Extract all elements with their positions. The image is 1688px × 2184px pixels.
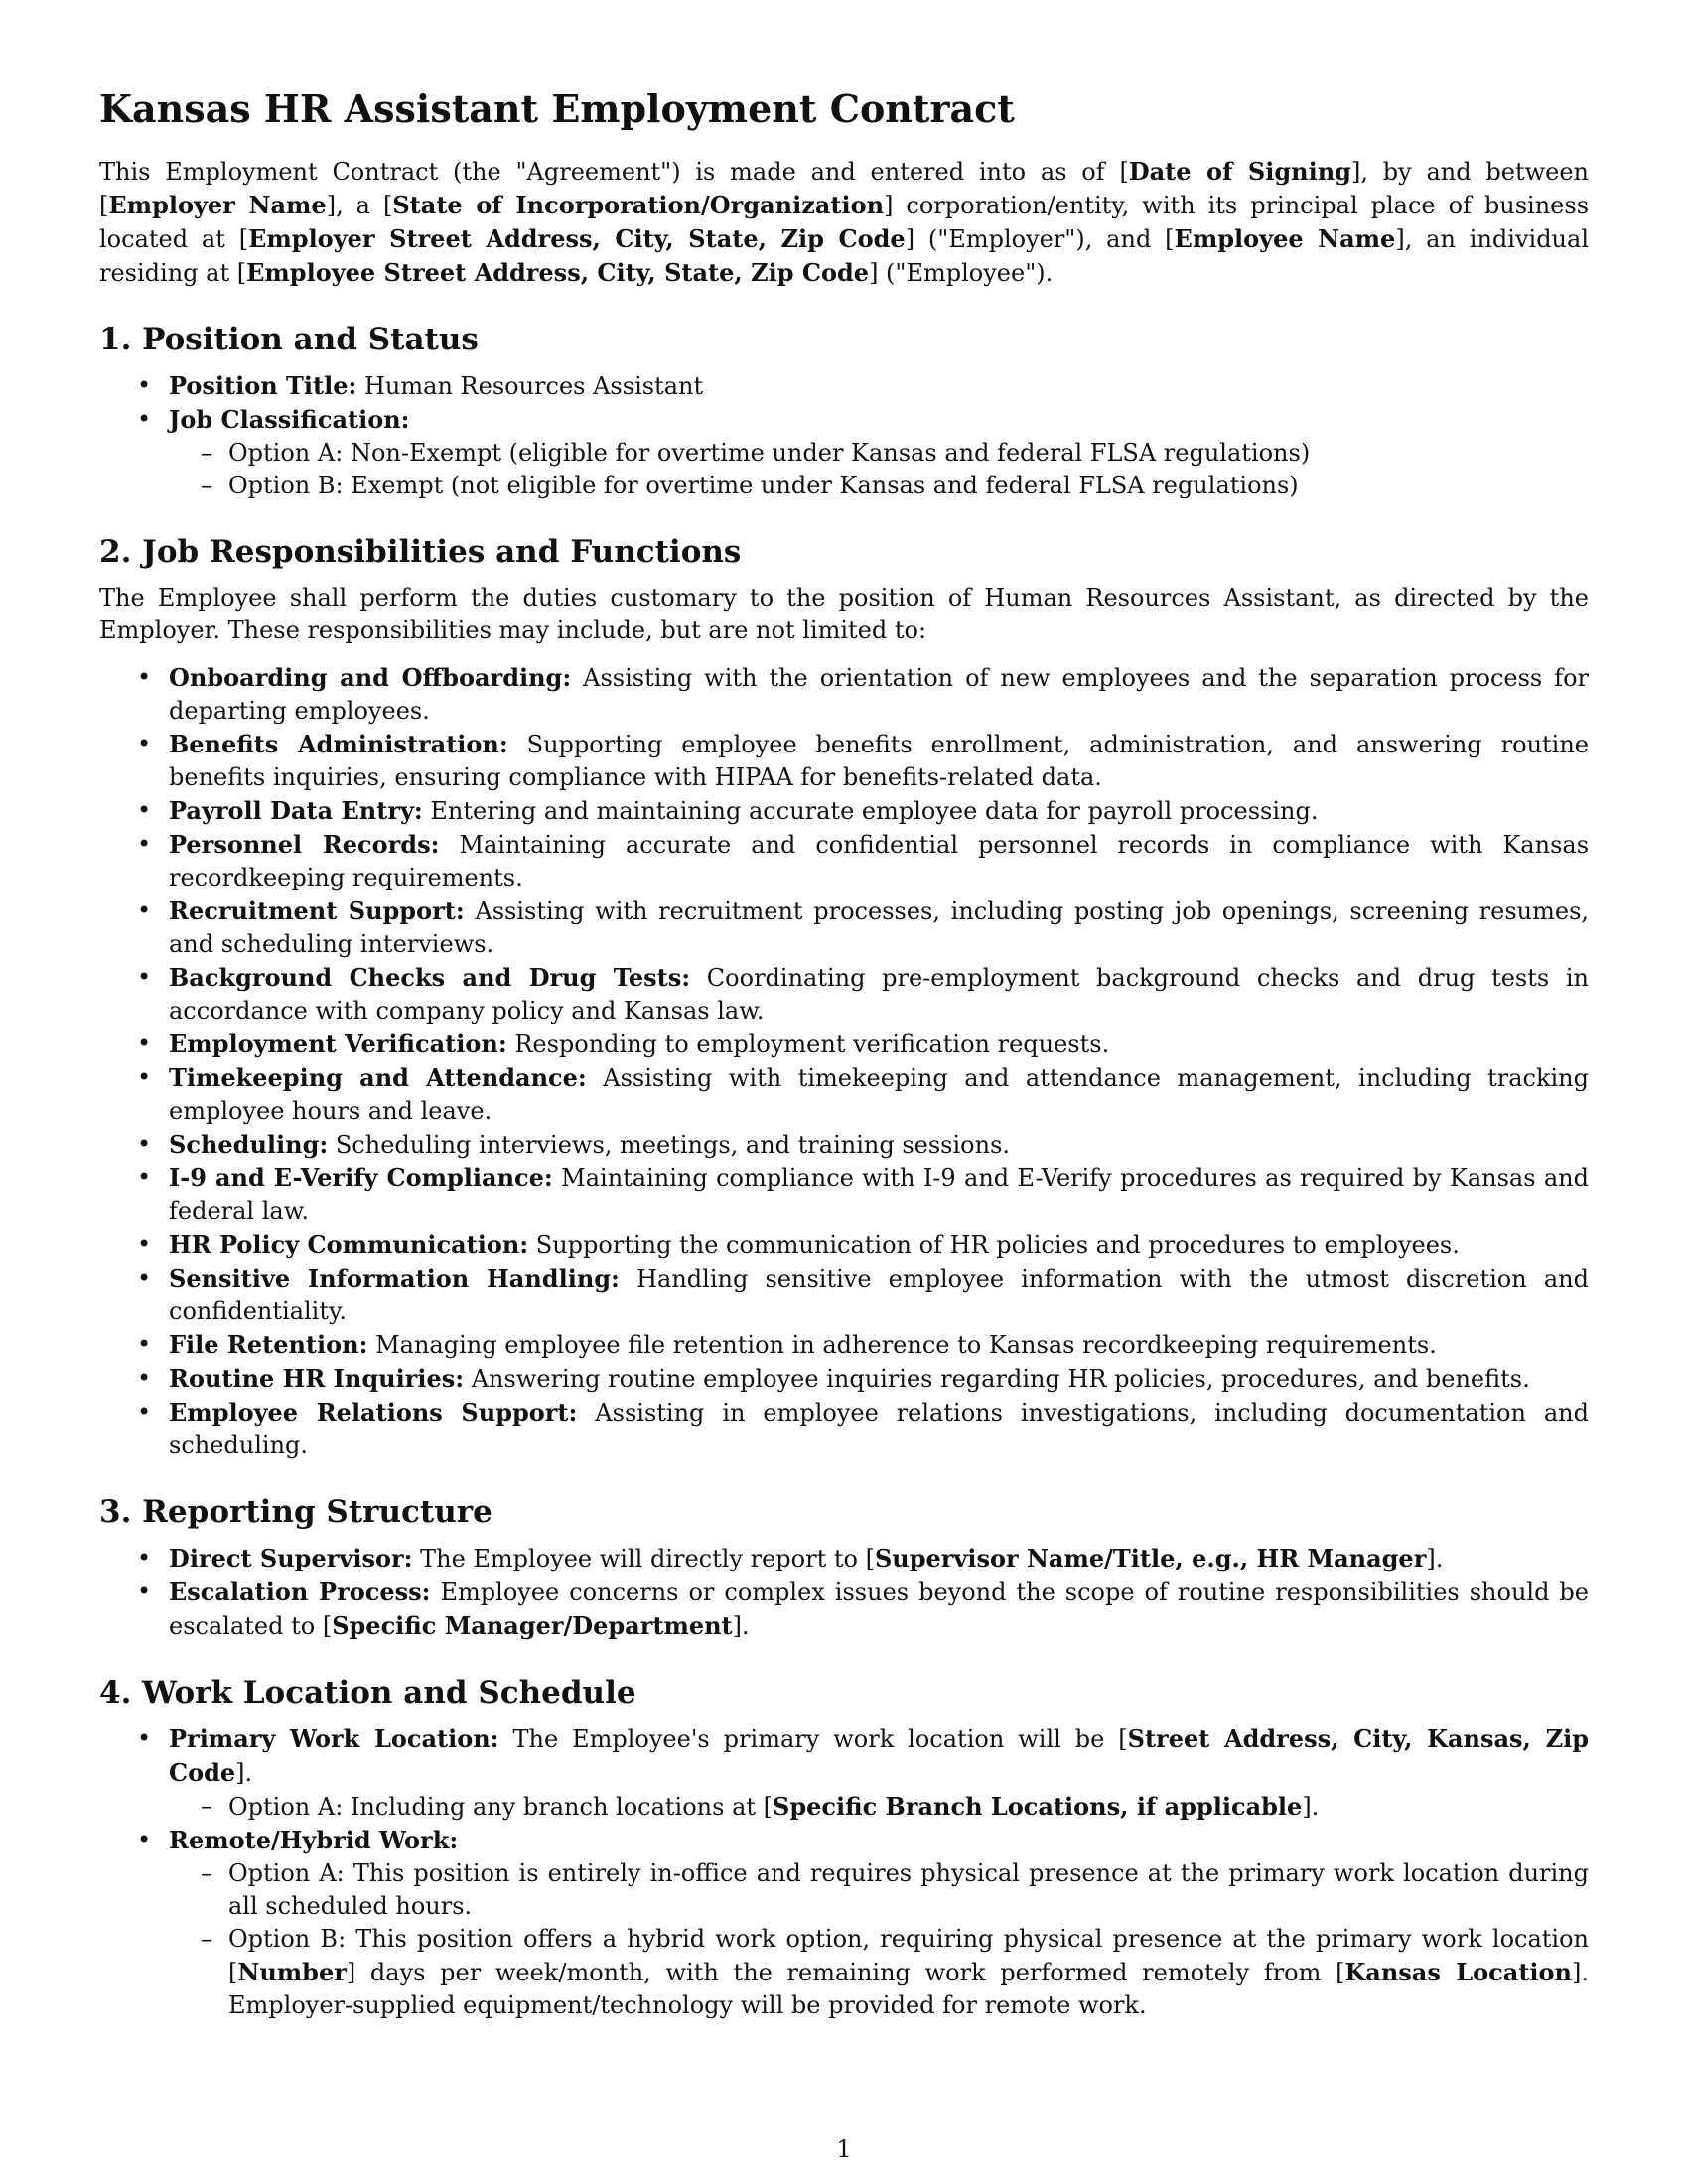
branch-options (169, 1790, 1589, 1824)
item-text: Assisting in employee relations investigations, including documentation and scheduling. (169, 1399, 1589, 1459)
list-item (99, 403, 1589, 502)
list-item (99, 961, 1589, 1027)
document-page (99, 85, 1589, 2022)
list-item (99, 1824, 1589, 2022)
item-text: ]. (1426, 1545, 1444, 1572)
placeholder-supervisor: Supervisor Name/Title, e.g., HR Manager (874, 1544, 1427, 1572)
section-heading-position: 1. Position and Status (99, 322, 479, 357)
section-heading-responsibilities: 2. Job Responsibilities and Functions (99, 534, 742, 570)
item-label: Payroll Data Entry: (169, 796, 423, 825)
item-label: Remote/Hybrid Work: (169, 1826, 459, 1854)
list-item (99, 1262, 1589, 1328)
intro-text: This Employment Contract (the "Agreement") is made and entered into as of [ (99, 158, 1129, 186)
option-text: ]. Employer-supplied equipment/technology will be provided for remote work. (228, 1959, 1589, 2019)
position-list (99, 369, 1589, 502)
list-item (99, 728, 1589, 794)
option-item: – Option A: This position is entirely in-office and requires physical presence at the primary work location during all scheduled hours. (169, 1857, 1589, 1923)
item-label: Routine HR Inquiries: (169, 1364, 465, 1393)
item-label: I-9 and E-Verify Compliance: (169, 1163, 553, 1192)
list-item (99, 1161, 1589, 1228)
item-label: Personnel Records: (169, 830, 440, 859)
list-item (99, 1396, 1589, 1462)
item-text: Supporting the communication of HR policies and procedures to employees. (528, 1231, 1460, 1259)
section-heading-reporting: 3. Reporting Structure (99, 1494, 492, 1530)
item-text: Assisting with recruitment processes, including posting job openings, screening resumes, and scheduling interviews. (169, 897, 1590, 958)
item-text: Employee concerns or complex issues beyond the scope of routine responsibilities should be escalated to [ (169, 1578, 1589, 1640)
placeholder-employee-name: Employee Name (1174, 224, 1396, 253)
placeholder-escalation: Specific Manager/Department (332, 1611, 733, 1640)
list-item (99, 1027, 1589, 1061)
item-label: Position Title: (169, 371, 357, 400)
item-label: File Retention: (169, 1330, 368, 1359)
item-text: Managing employee file retention in adherence to Kansas recordkeeping requirements. (367, 1331, 1437, 1359)
list-item (99, 369, 1589, 403)
item-text: Assisting with the orientation of new employees and the separation process for departing employees. (169, 664, 1589, 725)
list-item (99, 894, 1589, 961)
responsibilities-intro: The Employee shall perform the duties customary to the position of Human Resources Assistant, as directed by the Employer. These responsibilities may include, but are not limited to: (99, 584, 1589, 644)
page-number: 1 (836, 2135, 852, 2163)
item-text: Maintaining compliance with I-9 and E-Verify procedures as required by Kansas and federal law. (169, 1164, 1590, 1225)
item-label: Timekeeping and Attendance: (169, 1063, 587, 1092)
placeholder-date: Date of Signing (1128, 157, 1351, 186)
item-text: Responding to employment verification requests. (506, 1030, 1110, 1058)
item-text: Human Resources Assistant (356, 372, 704, 400)
list-item (99, 1542, 1589, 1575)
placeholder-primary-location: Street Address, City, Kansas, Zip Code (169, 1724, 1589, 1787)
placeholder-employee-address: Employee Street Address, City, State, Zip Code (246, 258, 870, 287)
list-item (99, 1228, 1589, 1262)
intro-text: ], by and between [ (99, 158, 1590, 219)
option-item (169, 1923, 1589, 2022)
location-list (99, 1722, 1589, 2022)
option-text: ]. (1302, 1793, 1320, 1821)
item-text: Maintaining accurate and confidential personnel records in compliance with Kansas recordkeeping requirements. (169, 831, 1590, 891)
item-label: Scheduling: (169, 1130, 329, 1159)
list-item (99, 1128, 1589, 1161)
option-item (169, 1790, 1589, 1824)
classification-options (169, 437, 1589, 502)
item-label: Escalation Process: (169, 1577, 431, 1606)
placeholder-number: Number (237, 1958, 347, 1986)
list-item (99, 828, 1589, 894)
list-item (99, 1575, 1589, 1643)
item-label: Primary Work Location: (169, 1724, 499, 1753)
item-text: Assisting with timekeeping and attendance management, including tracking employee hours and leave. (169, 1064, 1589, 1125)
placeholder-state: State of Incorporation/Organization (392, 191, 885, 219)
item-text: Entering and maintaining accurate employee data for payroll processing. (422, 797, 1319, 825)
list-item (99, 1328, 1589, 1362)
item-text: Coordinating pre-employment background checks and drug tests in accordance with company policy and Kansas law. (169, 964, 1590, 1024)
intro-paragraph (99, 155, 1589, 290)
item-label: HR Policy Communication: (169, 1230, 529, 1259)
option-text: Option A: Including any branch locations at [ (228, 1793, 774, 1821)
item-text: Scheduling interviews, meetings, and training sessions. (328, 1131, 1011, 1159)
list-item (99, 1362, 1589, 1396)
intro-text: ], an individual residing at [ (99, 225, 1589, 287)
list-item (99, 794, 1589, 828)
item-text: Handling sensitive employee information with the utmost discretion and confidentiality. (169, 1265, 1589, 1325)
list-item (99, 1061, 1589, 1128)
option-item: – Option A: Non-Exempt (eligible for overtime under Kansas and federal FLSA regulations) (169, 437, 1589, 470)
section-heading-location: 4. Work Location and Schedule (99, 1675, 636, 1710)
intro-text: ] ("Employer"), and [ (905, 225, 1175, 253)
item-label: Benefits Administration: (169, 730, 508, 758)
placeholder-employer-name: Employer Name (108, 191, 327, 219)
list-item (99, 1722, 1589, 1824)
item-text: The Employee will directly report to [ (412, 1545, 875, 1572)
item-label: Onboarding and Offboarding: (169, 663, 572, 692)
placeholder-branch: Specific Branch Locations, if applicable (773, 1792, 1303, 1821)
item-label: Employee Relations Support: (169, 1398, 578, 1427)
document-title: Kansas HR Assistant Employment Contract (99, 86, 1015, 131)
placeholder-kansas-location: Kansas Location (1344, 1958, 1572, 1986)
item-label: Employment Verification: (169, 1029, 507, 1058)
remote-options (169, 1857, 1589, 2022)
option-item: – Option B: Exempt (not eligible for overtime under Kansas and federal FLSA regulations) (169, 470, 1589, 502)
item-label: Sensitive Information Handling: (169, 1264, 620, 1293)
item-text: The Employee's primary work location will be [ (498, 1725, 1128, 1753)
item-text: Answering routine employee inquiries regarding HR policies, procedures, and benefits. (464, 1365, 1530, 1393)
item-text: ]. (235, 1759, 253, 1787)
item-text: Supporting employee benefits enrollment, administration, and answering routine benefits inquiries, ensuring compliance with HIPAA for benefits-related data. (169, 731, 1590, 791)
placeholder-employer-address: Employer Street Address, City, State, Zip Code (248, 224, 906, 253)
intro-text: ] corporation/entity, with its principal place of business located at [ (99, 192, 1590, 253)
option-text: Option B: This position offers a hybrid work option, requiring physical presence at the primary work location [ (228, 1925, 1589, 1986)
item-label: Background Checks and Drug Tests: (169, 963, 691, 992)
option-text: ] days per week/month, with the remaining work performed remotely from [ (346, 1959, 1345, 1986)
item-label: Direct Supervisor: (169, 1544, 413, 1572)
reporting-list (99, 1542, 1589, 1643)
intro-text: ], a [ (326, 192, 393, 219)
list-item (99, 661, 1589, 728)
item-text: ]. (732, 1612, 750, 1640)
item-label: Job Classification: (169, 405, 410, 434)
responsibilities-list (99, 661, 1589, 1462)
intro-text: ] ("Employee"). (869, 259, 1054, 287)
item-label: Recruitment Support: (169, 896, 465, 925)
